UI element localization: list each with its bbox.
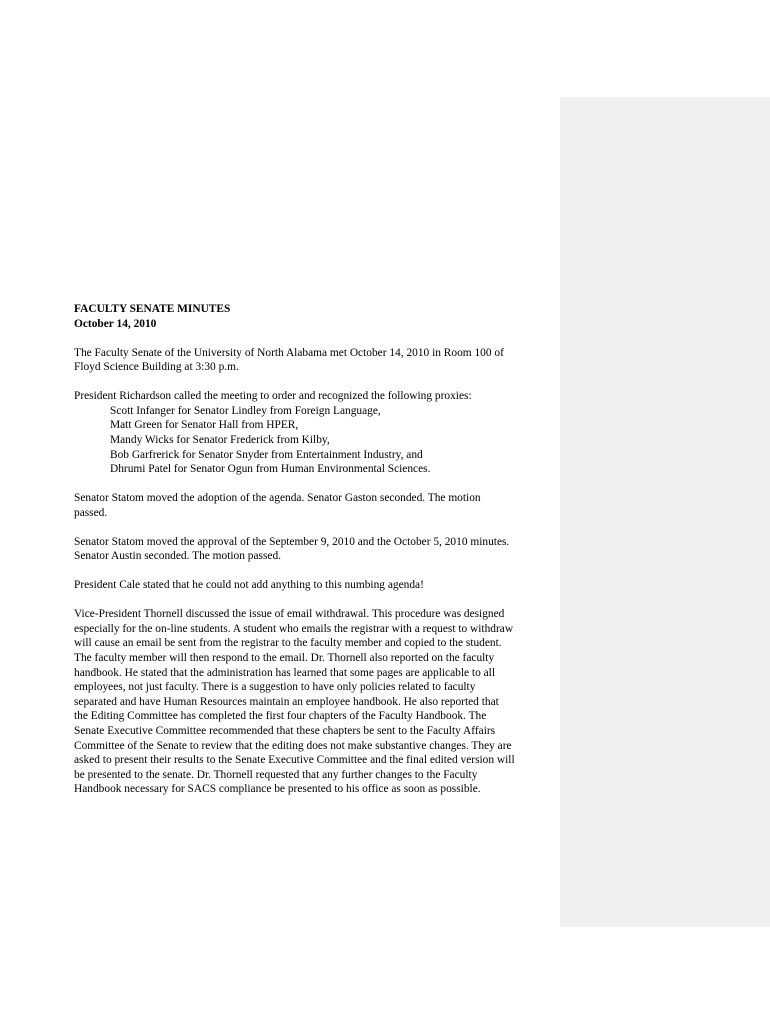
document-body (74, 302, 554, 811)
vp-report-paragraph (74, 607, 554, 797)
text-line: Vice-President Thornell discussed the issue of email withdrawal. This procedure was designed (74, 608, 505, 621)
document-date: October 14, 2010 (74, 317, 157, 330)
text-line: separated and have Human Resources maintain an employee handbook. He also reported that (74, 695, 499, 708)
text-line: will cause an email be sent from the registrar to the faculty member and copied to the student. (74, 637, 502, 650)
text-line: Senator Statom moved the approval of the September 9, 2010 and the October 5, 2010 minutes. (74, 535, 510, 548)
text-line: especially for the on-line students. A student who emails the registrar with a request to withdraw (74, 622, 514, 635)
text-line: handbook. He stated that the administration has learned that some pages are applicable to all (74, 666, 495, 679)
text-line: Committee of the Senate to review that the editing does not make substantive changes. They are (74, 739, 512, 752)
proxy-item: Matt Green for Senator Hall from HPER, (110, 419, 299, 432)
text-line: Handbook necessary for SACS compliance be presented to his office as soon as possible. (74, 783, 481, 796)
proxies-list (74, 404, 554, 477)
text-line: Senator Austin seconded. The motion passed. (74, 550, 282, 563)
president-statement: President Cale stated that he could not add anything to this numbing agenda! (74, 579, 424, 592)
text-line: be presented to the senate. Dr. Thornell requested that any further changes to the Faculty (74, 768, 478, 781)
text-line: asked to present their results to the Senate Executive Committee and the final edited version will (74, 754, 515, 767)
document-title: FACULTY SENATE MINUTES (74, 303, 231, 315)
text-line: employees, not just faculty. There is a suggestion to have only policies related to faculty (74, 681, 476, 694)
minutes-approval-paragraph (74, 535, 554, 564)
comment-pane (560, 97, 770, 927)
proxies-intro: President Richardson called the meeting to order and recognized the following proxies: (74, 390, 472, 403)
proxy-item: Bob Garfrerick for Senator Snyder from Entertainment Industry, and (110, 448, 423, 461)
text-line: The Faculty Senate of the University of North Alabama met October 14, 2010 in Room 100 of (74, 346, 504, 359)
text-line: passed. (74, 506, 108, 519)
agenda-paragraph (74, 491, 554, 520)
text-line: Senate Executive Committee recommended that these chapters be sent to the Faculty Affairs (74, 725, 496, 737)
text-line: Floyd Science Building at 3:30 p.m. (74, 361, 239, 374)
text-line: The faculty member will then respond to the email. Dr. Thornell also reported on the faculty (74, 652, 495, 665)
text-line: the Editing Committee has completed the first four chapters of the Faculty Handbook. The (74, 710, 487, 723)
text-line: Senator Statom moved the adoption of the agenda. Senator Gaston seconded. The motion (74, 492, 481, 505)
proxy-item: Mandy Wicks for Senator Frederick from Kilby, (110, 433, 330, 446)
proxy-item: Scott Infanger for Senator Lindley from Foreign Language, (110, 404, 381, 417)
proxy-item: Dhrumi Patel for Senator Ogun from Human Environmental Sciences. (110, 463, 431, 476)
intro-paragraph (74, 346, 554, 375)
